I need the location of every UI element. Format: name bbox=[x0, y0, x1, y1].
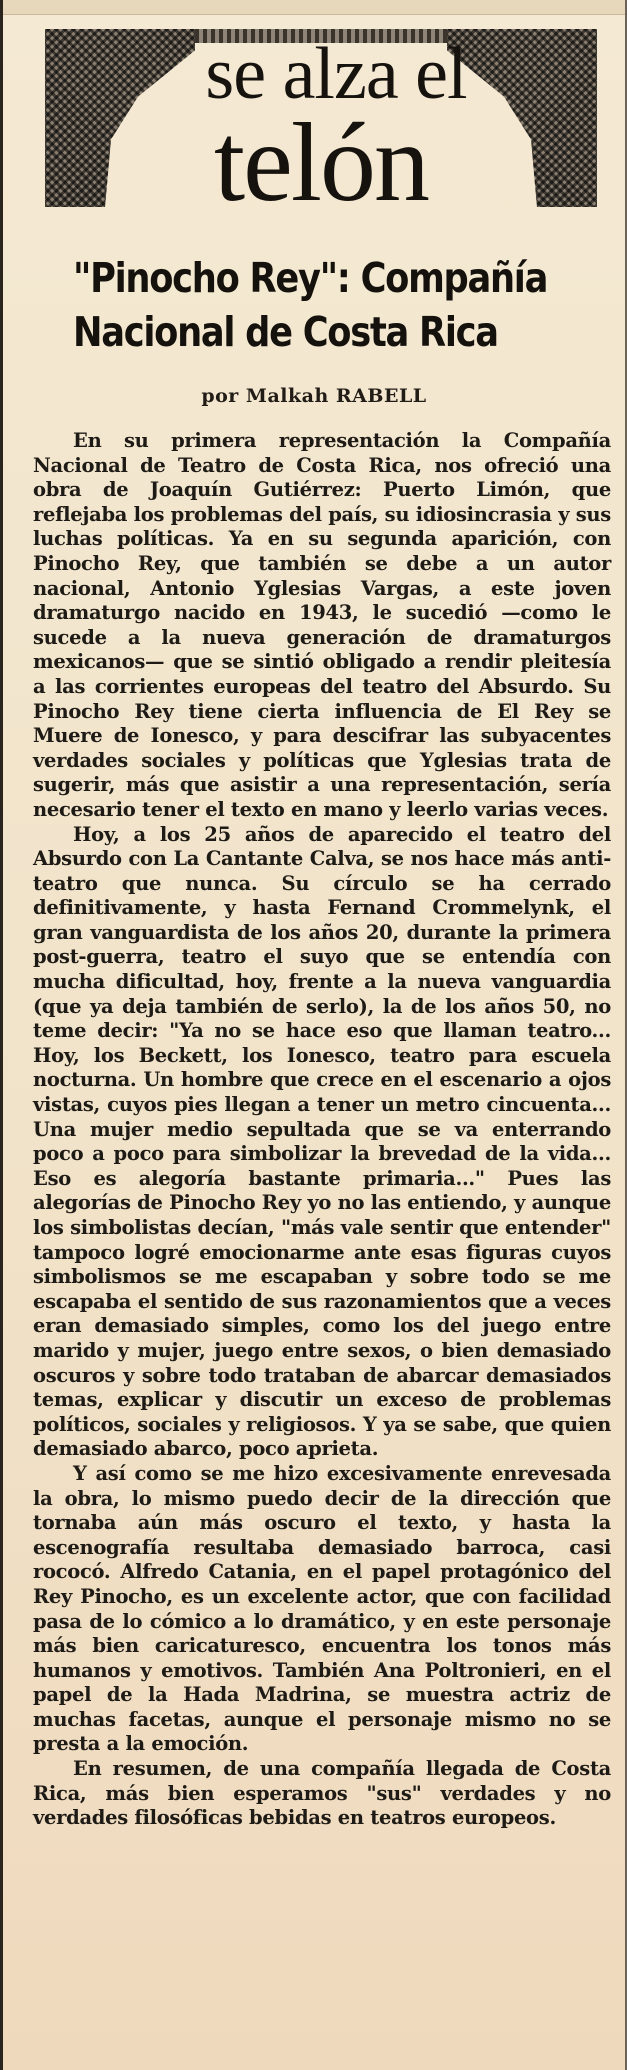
cut-edge-strip bbox=[3, 0, 625, 15]
article-byline: por Malkah RABELL bbox=[201, 385, 427, 407]
section-banner bbox=[45, 29, 597, 223]
article-paragraph: En su primera representación la Compañía Nacional de Teatro de Costa Rica, nos ofreció una obra de Joaquín Gutiérrez: Puerto Limón, que reflejaba los problemas del país, su idiosincrasia y sus luchas políticas. Ya en su segunda aparición, con Pinocho Rey, que también se debe a un autor nacional, Antonio Yglesias Vargas, a este joven dramaturgo nacido en 1943, le sucedió —como le sucede a la nueva generación de dramaturgos mexicanos— que se sintió obligado a rendir pleitesía a las corrientes europeas del teatro del Absurdo. Su Pinocho Rey tiene cierta influencia de El Rey se Muere de Ionesco, y para descifrar las subyacentes verdades sociales y políticas que Yglesias trata de sugerir, más que asistir a una representación, sería necesario tener el texto en mano y leerlo varias veces. bbox=[33, 429, 611, 821]
article-paragraph: En resumen, de una compañía llegada de Costa Rica, más bien esperamos "sus" verdades y no verdades filosóficas bebidas en teatros europeos. bbox=[33, 1757, 611, 1830]
article-headline: "Pinocho Rey": Compañía Nacional de Costa Rica bbox=[73, 254, 548, 356]
article-paragraph: Y así como se me hizo excesivamente enrevesada la obra, lo mismo puedo decir de la dirección que tornaba aún más oscuro el texto, y hasta la escenografía resultaba demasiado barroca, casi rococó. Alfredo Catania, en el papel protagónico del Rey Pinocho, es un excelente actor, que con facilidad pasa de lo cómico a lo dramático, y en este personaje más bien caricaturesco, encuentra los tonos más humanos y emotivos. También Ana Poltronieri, en el papel de la Hada Madrina, se muestra actriz de muchas facetas, aunque el personaje mismo no se presta a la emoción. bbox=[33, 1461, 611, 1756]
section-title: telón bbox=[214, 101, 428, 225]
section-subtitle: se alza el bbox=[205, 33, 467, 115]
article-paragraph: Hoy, a los 25 años de aparecido el teatro del Absurdo con La Cantante Calva, se nos hace más anti-teatro que nunca. Su círculo se ha cerrado definitivamente, y hasta Fernand Crommelynk, el gran vanguardista de los años 20, durante la primera post-guerra, teatro el suyo que se entendía con mucha dificultad, hoy, frente a la nueva vanguardia (que ya deja también de serlo), la de los años 50, no teme decir: "Ya no se hace eso que llaman teatro... Hoy, los Beckett, los Ionesco, teatro para escuela nocturna. Un hombre que crece en el escenario a ojos vistas, cuyos pies llegan a tener un metro cincuenta... Una mujer medio sepultada que se va enterrando poco a poco para simbolizar la brevedad de la vida... Eso es alegoría bastante primaria..." Pues las alegorías de Pinocho Rey yo no las entiendo, y aunque los simbolistas decían, "más vale sentir que entender" tampoco logré emocionarme ante esas figuras cuyos simbolismos se me escapaban y sobre todo se me escapaba el sentido de sus razonamientos que a veces eran demasiado simples, como los del juego entre marido y mujer, juego entre sexos, o bien demasiado oscuros y sobre todo trataban de abarcar demasiados temas, explicar y discutir un exceso de problemas políticos, sociales y religiosos. Y ya se sabe, que quien demasiado abarco, poco aprieta. bbox=[33, 822, 611, 1461]
article-body bbox=[33, 429, 611, 1831]
